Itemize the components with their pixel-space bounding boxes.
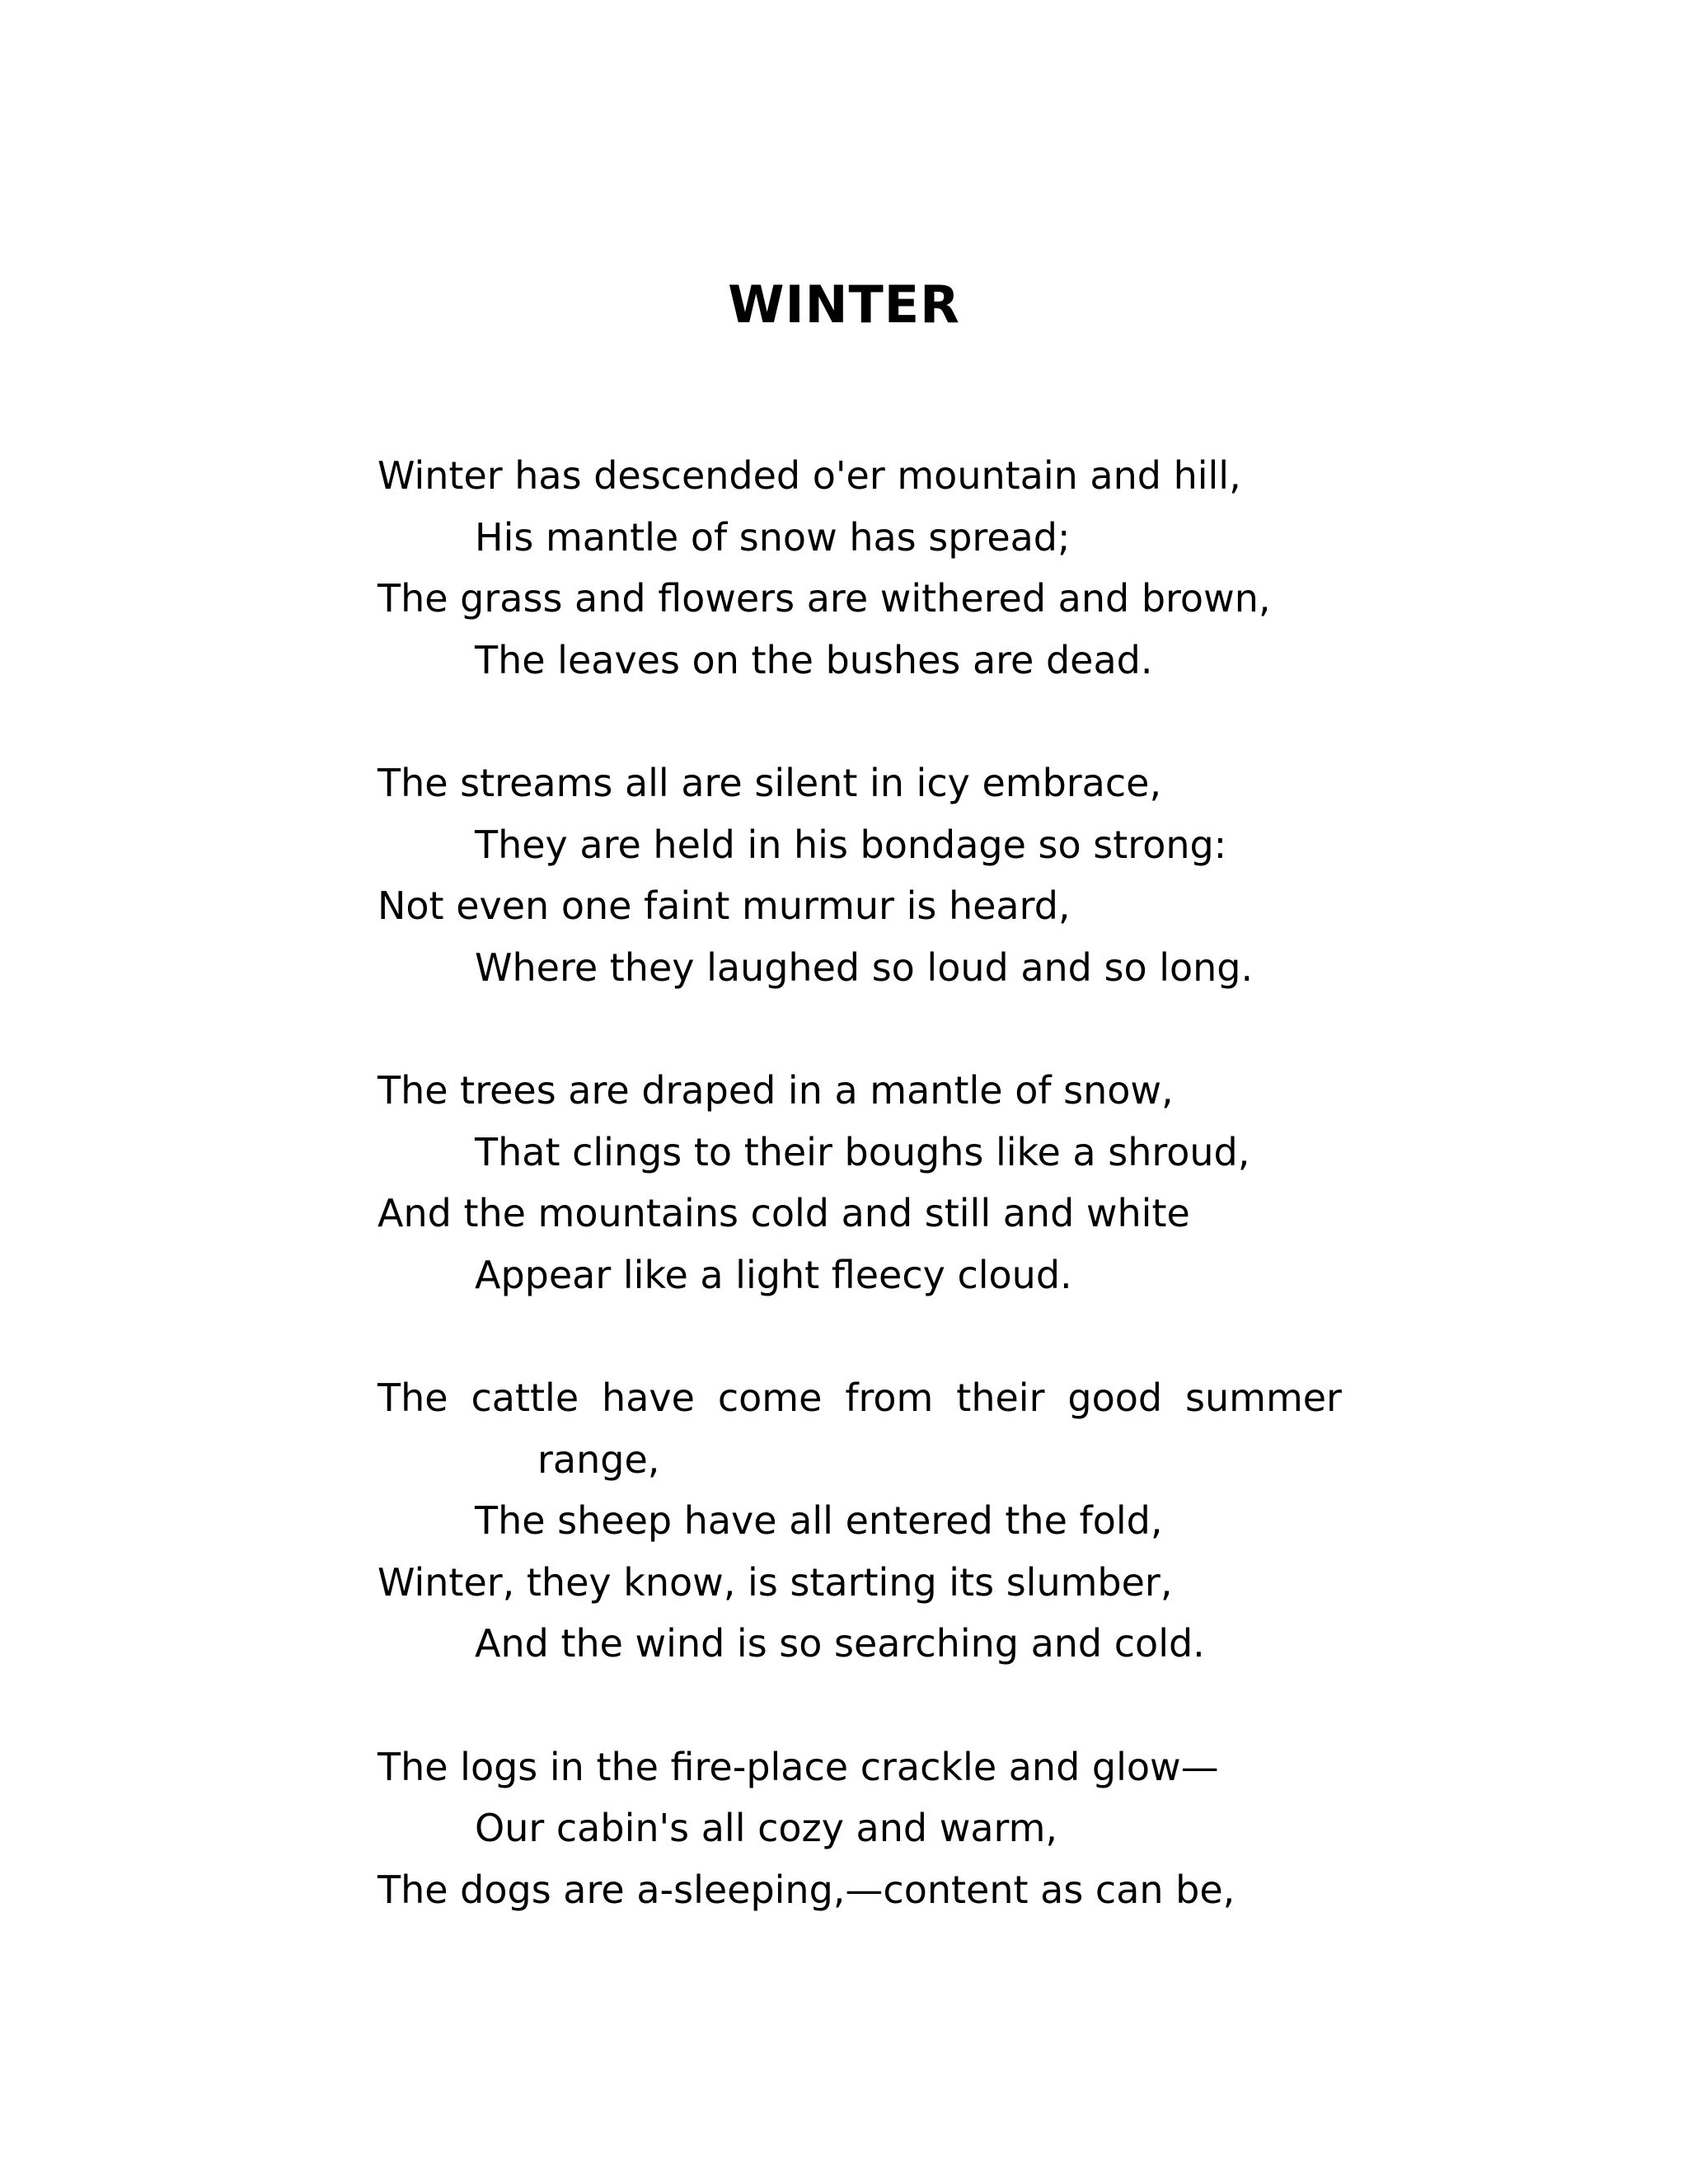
word: come — [717, 1376, 823, 1420]
poem-line: Where they laughed so loud and so long. — [475, 944, 1254, 990]
poem-line: That clings to their boughs like a shroud, — [475, 1129, 1250, 1174]
word: from — [845, 1376, 934, 1420]
stanza-4 — [377, 1367, 1350, 1675]
word: their — [956, 1376, 1045, 1420]
poem-line-justified — [377, 1367, 1342, 1429]
poem-line: And the mountains cold and still and white — [377, 1191, 1190, 1235]
word: have — [602, 1376, 695, 1420]
poem-line: Winter, they know, is starting its slumber, — [377, 1559, 1173, 1605]
poem-line-continuation: range, — [537, 1436, 660, 1482]
poem-line: The sheep have all entered the fold, — [475, 1498, 1163, 1543]
poem-line: They are held in his bondage so strong: — [475, 822, 1227, 867]
stanza-5 — [377, 1736, 1350, 1921]
poem-line: The logs in the fire-place crackle and glow— — [377, 1744, 1219, 1789]
stanza-3 — [377, 1060, 1350, 1305]
poem-body — [377, 445, 1350, 1982]
poem-line: Winter has descended o'er mountain and hill, — [377, 453, 1241, 498]
stanza-1 — [377, 445, 1350, 691]
poem-line: The trees are draped in a mantle of snow, — [377, 1068, 1174, 1113]
poem-line: Appear like a light fleecy cloud. — [475, 1252, 1072, 1297]
poem-line: Not even one faint murmur is heard, — [377, 883, 1071, 928]
poem-line: The streams all are silent in icy embrace, — [377, 761, 1162, 805]
poem-line: Our cabin's all cozy and warm, — [475, 1806, 1058, 1850]
poem-title: WINTER — [728, 274, 960, 335]
poem-line: And the wind is so searching and cold. — [475, 1621, 1205, 1666]
word: The — [377, 1376, 448, 1420]
poem-line: The leaves on the bushes are dead. — [475, 637, 1153, 682]
word: summer — [1185, 1376, 1342, 1420]
word: good — [1067, 1376, 1163, 1420]
poem-line: His mantle of snow has spread; — [475, 514, 1071, 560]
poem-line: The grass and flowers are withered and brown, — [377, 576, 1271, 621]
word: cattle — [471, 1376, 579, 1420]
poem-line: The dogs are a-sleeping,—content as can be, — [377, 1867, 1236, 1912]
stanza-2 — [377, 752, 1350, 998]
